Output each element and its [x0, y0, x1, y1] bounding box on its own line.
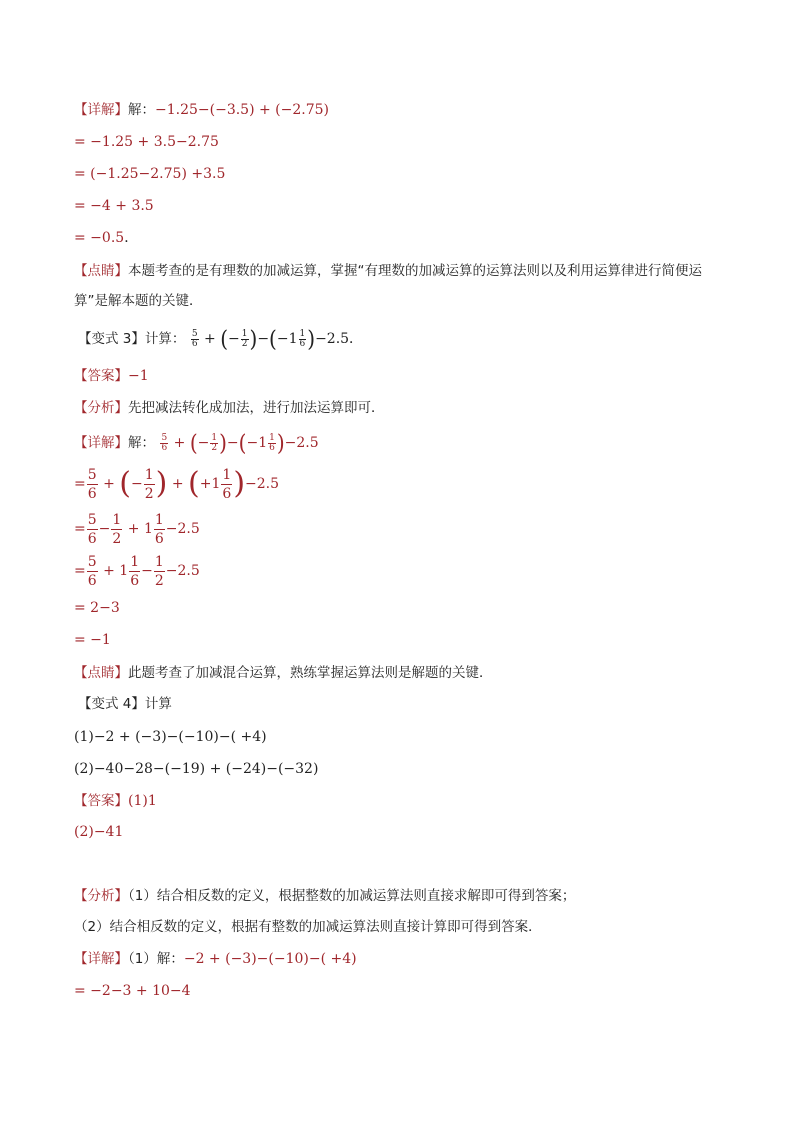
jie-text: 解： — [128, 102, 155, 118]
variant4-label: 【变式 4】 — [78, 696, 145, 712]
question-1: (1)−2 + (−3)−(−10)−( +4) — [74, 729, 267, 745]
jie-text: 解： — [128, 435, 155, 451]
comment-text: 此题考查了加减混合运算，熟练掌握运算法则是解题的关键． — [128, 665, 493, 681]
variant3-label: 【变式 3】 — [78, 331, 145, 347]
fraction: $\frac{5}{6}$ — [87, 511, 97, 547]
answer-value-1: (1)1 — [128, 793, 157, 809]
comment-label: 【点睛】 — [74, 665, 128, 681]
fraction: $\frac{1}{2}$ — [154, 553, 164, 589]
detail-prefix: （1）解： — [128, 951, 184, 967]
detail-label: 【详解】 — [74, 951, 128, 967]
step-line: = −1.25 + 3.5−2.75 — [74, 134, 219, 150]
step-line-v3-3: = $\frac{5}{6}$ + 1 $\frac{1}{6}$ − $\frac{1}{2}$ −2.5 — [74, 553, 200, 589]
answer-line-v4 — [74, 792, 157, 810]
analysis-label: 【分析】 — [74, 400, 128, 416]
period: ． — [124, 230, 139, 246]
variant3-question: 【变式 3】计算： $\frac{5}{6}$ + (− $\frac{1}{2}$ )−(−1 $\frac{1}{6}$ )−2.5． — [78, 325, 364, 353]
math-expr: −2 + (−3)−(−10)−( +4) — [183, 951, 357, 967]
step-line-v3-5: = −1 — [74, 632, 111, 648]
step-line-v3-1: = $\frac{5}{6}$ + (− $\frac{1}{2}$ ) + (+1 $\frac{1}{6}$ )−2.5 — [74, 466, 280, 502]
fraction: $\frac{5}{6}$ — [161, 432, 168, 453]
question-2: (2)−40−28−(−19) + (−24)−(−32) — [74, 761, 319, 777]
step-line-v3-2: = $\frac{5}{6}$ − $\frac{1}{2}$ + 1 $\frac{1}{6}$ −2.5 — [74, 511, 200, 547]
fraction: $\frac{1}{2}$ — [211, 432, 218, 453]
fraction: $\frac{5}{6}$ — [191, 328, 198, 349]
analysis-text: 先把减法转化成加法，进行加法运算即可． — [128, 400, 385, 416]
tail-text: −2.5． — [315, 331, 364, 347]
fraction: $\frac{5}{6}$ — [87, 466, 97, 502]
final-step: = −0.5 — [74, 230, 125, 246]
fraction: $\frac{5}{6}$ — [87, 553, 97, 589]
fraction: $\frac{1}{6}$ — [130, 553, 140, 589]
math-expr: −1.25−(−3.5) + (−2.75) — [155, 102, 330, 118]
fraction: $\frac{1}{6}$ — [269, 432, 275, 453]
fraction: $\frac{1}{2}$ — [112, 511, 122, 547]
fraction: $\frac{1}{2}$ — [241, 328, 248, 349]
jisuan-text: 计算： — [144, 331, 186, 347]
answer-label: 【答案】 — [74, 368, 128, 384]
analysis-line-v4-1 — [74, 887, 575, 905]
comment-line-2: 算”是解本题的关键． — [74, 293, 203, 309]
answer-value: −1 — [128, 368, 149, 384]
step-line-v4: = −2−3 + 10−4 — [74, 983, 191, 999]
comment-text: 本题考查的是有理数的加减运算，掌握“有理数的加减运算的运算法则以及利用运算律进行简便运 — [128, 263, 702, 279]
detail-label: 【详解】 — [74, 435, 128, 451]
step-line: = −4 + 3.5 — [74, 198, 154, 214]
analysis-text: （1）结合相反数的定义，根据整数的加减运算法则直接求解即可得到答案； — [128, 888, 576, 904]
step-line-v3-4: = 2−3 — [74, 600, 120, 616]
analysis-line — [74, 399, 385, 417]
comment-label: 【点睛】 — [74, 263, 128, 279]
fraction: $\frac{1}{6}$ — [299, 328, 306, 349]
step-line: = (−1.25−2.75) +3.5 — [74, 166, 226, 182]
answer-line — [74, 367, 149, 385]
answer-label: 【答案】 — [74, 793, 128, 809]
comment-line-v3 — [74, 664, 493, 682]
analysis-line-v4-2: （2）结合相反数的定义，根据有整数的加减运算法则直接计算即可得到答案． — [74, 919, 542, 935]
variant4-question — [78, 695, 172, 713]
fraction: $\frac{1}{6}$ — [222, 466, 232, 502]
detail-line-v4 — [74, 950, 357, 968]
detail-label: 【详解】 — [74, 102, 128, 118]
jisuan-text: 计算 — [144, 696, 172, 712]
analysis-label: 【分析】 — [74, 888, 128, 904]
detail-line-1 — [74, 101, 329, 119]
detail-line-v3: 【详解】解： $\frac{5}{6}$ + (− $\frac{1}{2}$ )−(−1 $\frac{1}{6}$ )−2.5 — [74, 429, 319, 457]
comment-line-1 — [74, 262, 702, 280]
step-line-final — [74, 229, 138, 247]
fraction: $\frac{1}{6}$ — [154, 511, 164, 547]
answer-value-2: (2)−41 — [74, 824, 124, 840]
fraction: $\frac{1}{2}$ — [144, 466, 154, 502]
